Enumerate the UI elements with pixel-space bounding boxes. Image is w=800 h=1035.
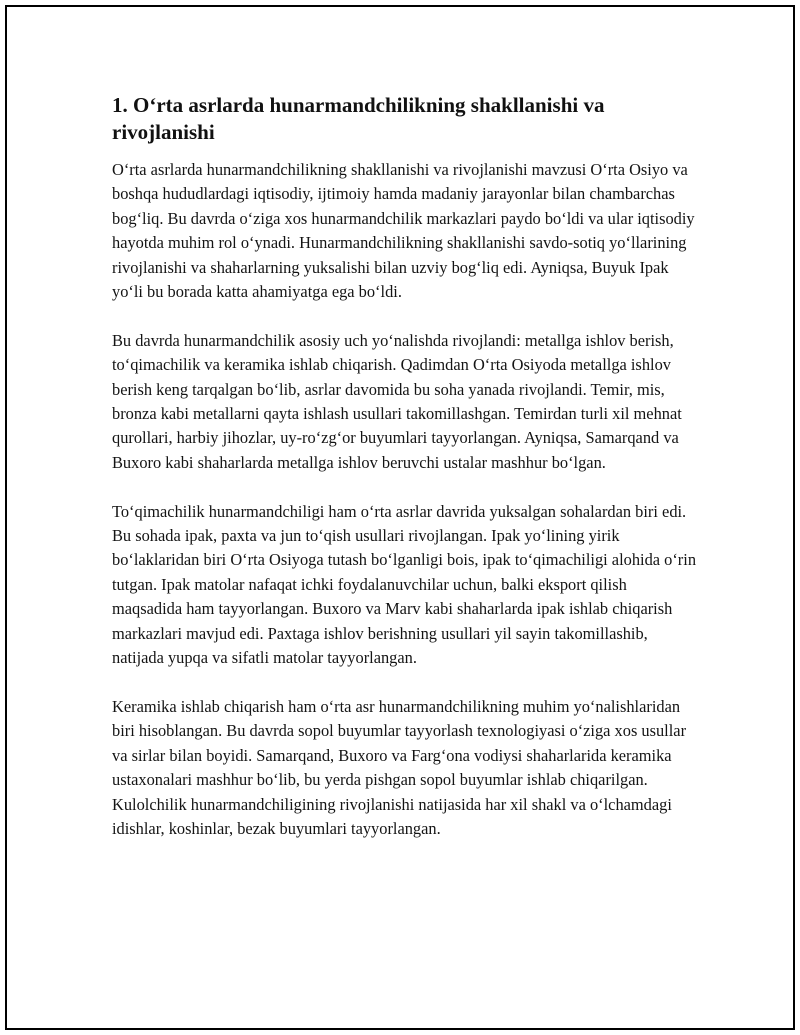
paragraph-3: To‘qimachilik hunarmandchiligi ham o‘rta asrlar davrida yuksalgan sohalardan biri edi. Bu sohada ipak, paxta va jun to‘qish usullari rivojlangan. Ipak yo‘lining yirik bo‘laklaridan biri O‘rta Osiyoga tutash bo‘lganligi bois, ipak to‘qimachiligi alohida o‘rin tutgan. Ipak matolar nafaqat ichki foydalanuvchilar uchun, balki eksport qilish maqsadida ham tayyorlangan. Buxoro va Marv kabi shaharlarda ipak ishlab chiqarish markazlari mavjud edi. Paxtaga ishlov berishning usullari yil sayin takomillashib, natijada yupqa va sifatli matolar tayyorlangan. [112,501,697,668]
paragraph-2: Bu davrda hunarmandchilik asosiy uch yo‘nalishda rivojlandi: metallga ishlov berish, to‘qimachilik va keramika ishlab chiqarish. Qadimdan O‘rta Osiyoda metallga ishlov berish keng tarqalgan bo‘lib, asrlar davomida bu soha yanada rivojlandi. Temir, mis, bronza kabi metallarni qayta ishlash usullari takomillashgan. Temirdan turli xil mehnat qurollari, harbiy jihozlar, uy-ro‘zg‘or buyumlari tayyorlangan. Ayniqsa, Samarqand va Buxoro kabi shaharlarda metallga ishlov beruvchi ustalar mashhur bo‘lgan. [112,330,682,472]
paragraph-4: Keramika ishlab chiqarish ham o‘rta asr hunarmandchilikning muhim yo‘nalishlaridan biri hisoblangan. Bu davrda sopol buyumlar tayyorlash texnologiyasi o‘ziga xos usullar va sirlar bilan boyidi. Samarqand, Buxoro va Farg‘ona vodiysi shaharlarida keramika ustaxonalari mashhur bo‘lib, bu yerda pishgan sopol buyumlar ishlab chiqarilgan. Kulolchilik hunarmandchiligining rivojlanishi natijasida har xil shakl va o‘lchamdagi idishlar, koshinlar, bezak buyumlari tayyorlangan. [112,696,687,838]
section-heading: 1. O‘rta asrlarda hunarmandchilikning shakllanishi va rivojlanishi [112,93,605,144]
document-body [112,92,697,866]
paragraph-1: O‘rta asrlarda hunarmandchilikning shakllanishi va rivojlanishi mavzusi O‘rta Osiyo va boshqa hududlardagi iqtisodiy, ijtimoiy hamda madaniy jarayonlar bilan chambarchas bog‘liq. Bu davrda o‘ziga xos hunarmandchilik markazlari paydo bo‘ldi va ular iqtisodiy hayotda muhim rol o‘ynadi. Hunarmandchilikning shakllanishi savdo-sotiq yo‘llarining rivojlanishi va shaharlarning yuksalishi bilan uzviy bog‘liq edi. Ayniqsa, Buyuk Ipak yo‘li bu borada katta ahamiyatga ega bo‘ldi. [112,160,695,302]
